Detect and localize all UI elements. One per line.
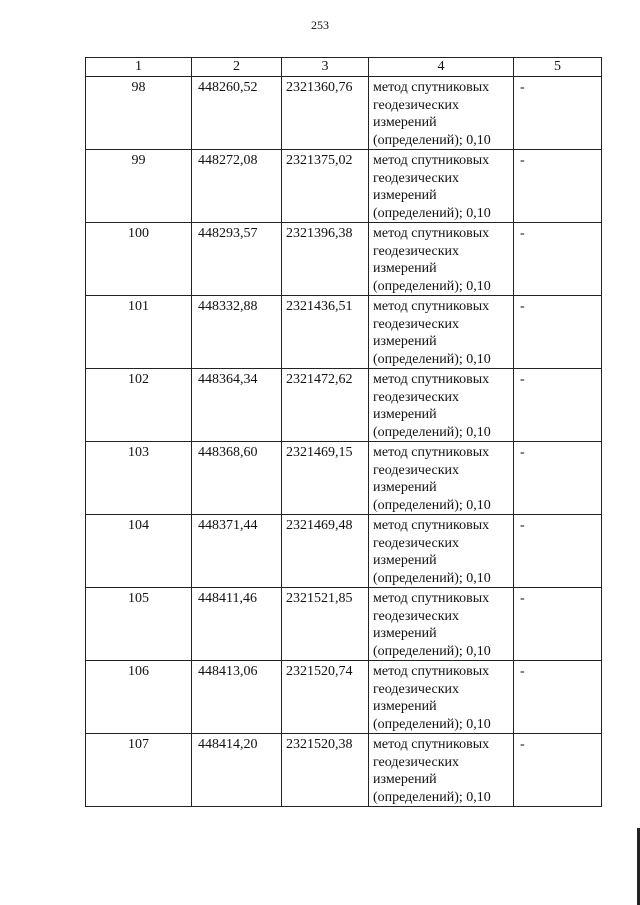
method-line: метод спутниковых — [373, 737, 490, 752]
method-cell — [369, 734, 514, 807]
point-number-cell: 101 — [86, 296, 192, 369]
coordinate-y-cell: 2321520,74 — [282, 661, 369, 734]
table-row — [86, 734, 602, 807]
header-cell-3: 3 — [282, 58, 369, 77]
coordinates-table — [85, 57, 602, 807]
point-number-cell: 106 — [86, 661, 192, 734]
method-line: геодезических — [373, 681, 460, 697]
method-line: измерений — [373, 772, 437, 787]
method-line: измерений — [373, 261, 437, 276]
method-line: метод спутниковых — [373, 80, 490, 95]
method-cell — [369, 77, 514, 150]
method-cell — [369, 223, 514, 296]
table-row — [86, 442, 602, 515]
point-number-cell: 102 — [86, 369, 192, 442]
method-cell — [369, 296, 514, 369]
point-number-cell: 99 — [86, 150, 192, 223]
table-row — [86, 150, 602, 223]
note-cell: - — [514, 296, 602, 369]
coordinate-y-cell: 2321360,76 — [282, 77, 369, 150]
note-cell: - — [514, 442, 602, 515]
coordinate-x-cell: 448368,60 — [192, 442, 282, 515]
header-row — [86, 58, 602, 77]
coordinate-x-cell: 448413,06 — [192, 661, 282, 734]
point-number-cell: 100 — [86, 223, 192, 296]
method-line: измерений — [373, 334, 437, 349]
method-line: измерений — [373, 407, 437, 422]
table-row — [86, 296, 602, 369]
coordinate-y-cell: 2321521,85 — [282, 588, 369, 661]
header-cell-1: 1 — [86, 58, 192, 77]
method-line: метод спутниковых — [373, 591, 490, 606]
coordinate-y-cell: 2321469,15 — [282, 442, 369, 515]
table-row — [86, 223, 602, 296]
method-line: (определений); 0,10 — [373, 716, 491, 732]
point-number-cell: 105 — [86, 588, 192, 661]
method-line: метод спутниковых — [373, 518, 490, 533]
coordinate-x-cell: 448364,34 — [192, 369, 282, 442]
method-line: (определений); 0,10 — [373, 278, 491, 294]
method-line: измерений — [373, 480, 437, 495]
method-line: геодезических — [373, 462, 460, 478]
note-cell: - — [514, 661, 602, 734]
note-cell: - — [514, 77, 602, 150]
point-number-cell: 103 — [86, 442, 192, 515]
method-line: метод спутниковых — [373, 226, 490, 241]
coordinate-y-cell: 2321469,48 — [282, 515, 369, 588]
point-number-cell: 104 — [86, 515, 192, 588]
coordinate-x-cell: 448332,88 — [192, 296, 282, 369]
method-line: измерений — [373, 553, 437, 568]
coordinate-x-cell: 448272,08 — [192, 150, 282, 223]
method-line: (определений); 0,10 — [373, 351, 491, 367]
method-line: измерений — [373, 626, 437, 641]
note-cell: - — [514, 515, 602, 588]
table-row — [86, 369, 602, 442]
page-number: 253 — [311, 18, 329, 32]
header-cell-4: 4 — [369, 58, 514, 77]
method-line: геодезических — [373, 535, 460, 551]
coordinate-x-cell: 448260,52 — [192, 77, 282, 150]
method-line: (определений); 0,10 — [373, 643, 491, 659]
coordinate-x-cell: 448411,46 — [192, 588, 282, 661]
coordinate-y-cell: 2321472,62 — [282, 369, 369, 442]
method-line: измерений — [373, 115, 437, 130]
method-line: (определений); 0,10 — [373, 570, 491, 586]
coordinate-y-cell: 2321396,38 — [282, 223, 369, 296]
method-cell — [369, 661, 514, 734]
header-cell-2: 2 — [192, 58, 282, 77]
method-line: метод спутниковых — [373, 153, 490, 168]
method-line: метод спутниковых — [373, 299, 490, 314]
table-row — [86, 77, 602, 150]
method-line: (определений); 0,10 — [373, 424, 491, 440]
method-cell — [369, 442, 514, 515]
method-line: метод спутниковых — [373, 372, 490, 387]
method-line: геодезических — [373, 608, 460, 624]
coordinate-x-cell: 448414,20 — [192, 734, 282, 807]
method-line: геодезических — [373, 170, 460, 186]
method-line: геодезических — [373, 389, 460, 405]
coordinate-x-cell: 448293,57 — [192, 223, 282, 296]
method-line: метод спутниковых — [373, 664, 490, 679]
method-line: измерений — [373, 699, 437, 714]
method-line: геодезических — [373, 243, 460, 259]
note-cell: - — [514, 734, 602, 807]
coordinate-y-cell: 2321375,02 — [282, 150, 369, 223]
method-line: метод спутниковых — [373, 445, 490, 460]
coordinate-y-cell: 2321520,38 — [282, 734, 369, 807]
note-cell: - — [514, 223, 602, 296]
table-row — [86, 661, 602, 734]
method-line: (определений); 0,10 — [373, 497, 491, 513]
table-body — [86, 77, 602, 807]
method-cell — [369, 515, 514, 588]
point-number-cell: 107 — [86, 734, 192, 807]
table-row — [86, 588, 602, 661]
coordinate-x-cell: 448371,44 — [192, 515, 282, 588]
table-header — [86, 58, 602, 77]
note-cell: - — [514, 369, 602, 442]
coordinate-y-cell: 2321436,51 — [282, 296, 369, 369]
table-row — [86, 515, 602, 588]
method-line: измерений — [373, 188, 437, 203]
note-cell: - — [514, 150, 602, 223]
method-line: геодезических — [373, 316, 460, 332]
point-number-cell: 98 — [86, 77, 192, 150]
method-line: геодезических — [373, 754, 460, 770]
note-cell: - — [514, 588, 602, 661]
method-cell — [369, 588, 514, 661]
method-line: геодезических — [373, 97, 460, 113]
method-line: (определений); 0,10 — [373, 205, 491, 221]
method-cell — [369, 150, 514, 223]
method-line: (определений); 0,10 — [373, 789, 491, 805]
method-cell — [369, 369, 514, 442]
method-line: (определений); 0,10 — [373, 132, 491, 148]
header-cell-5: 5 — [514, 58, 602, 77]
